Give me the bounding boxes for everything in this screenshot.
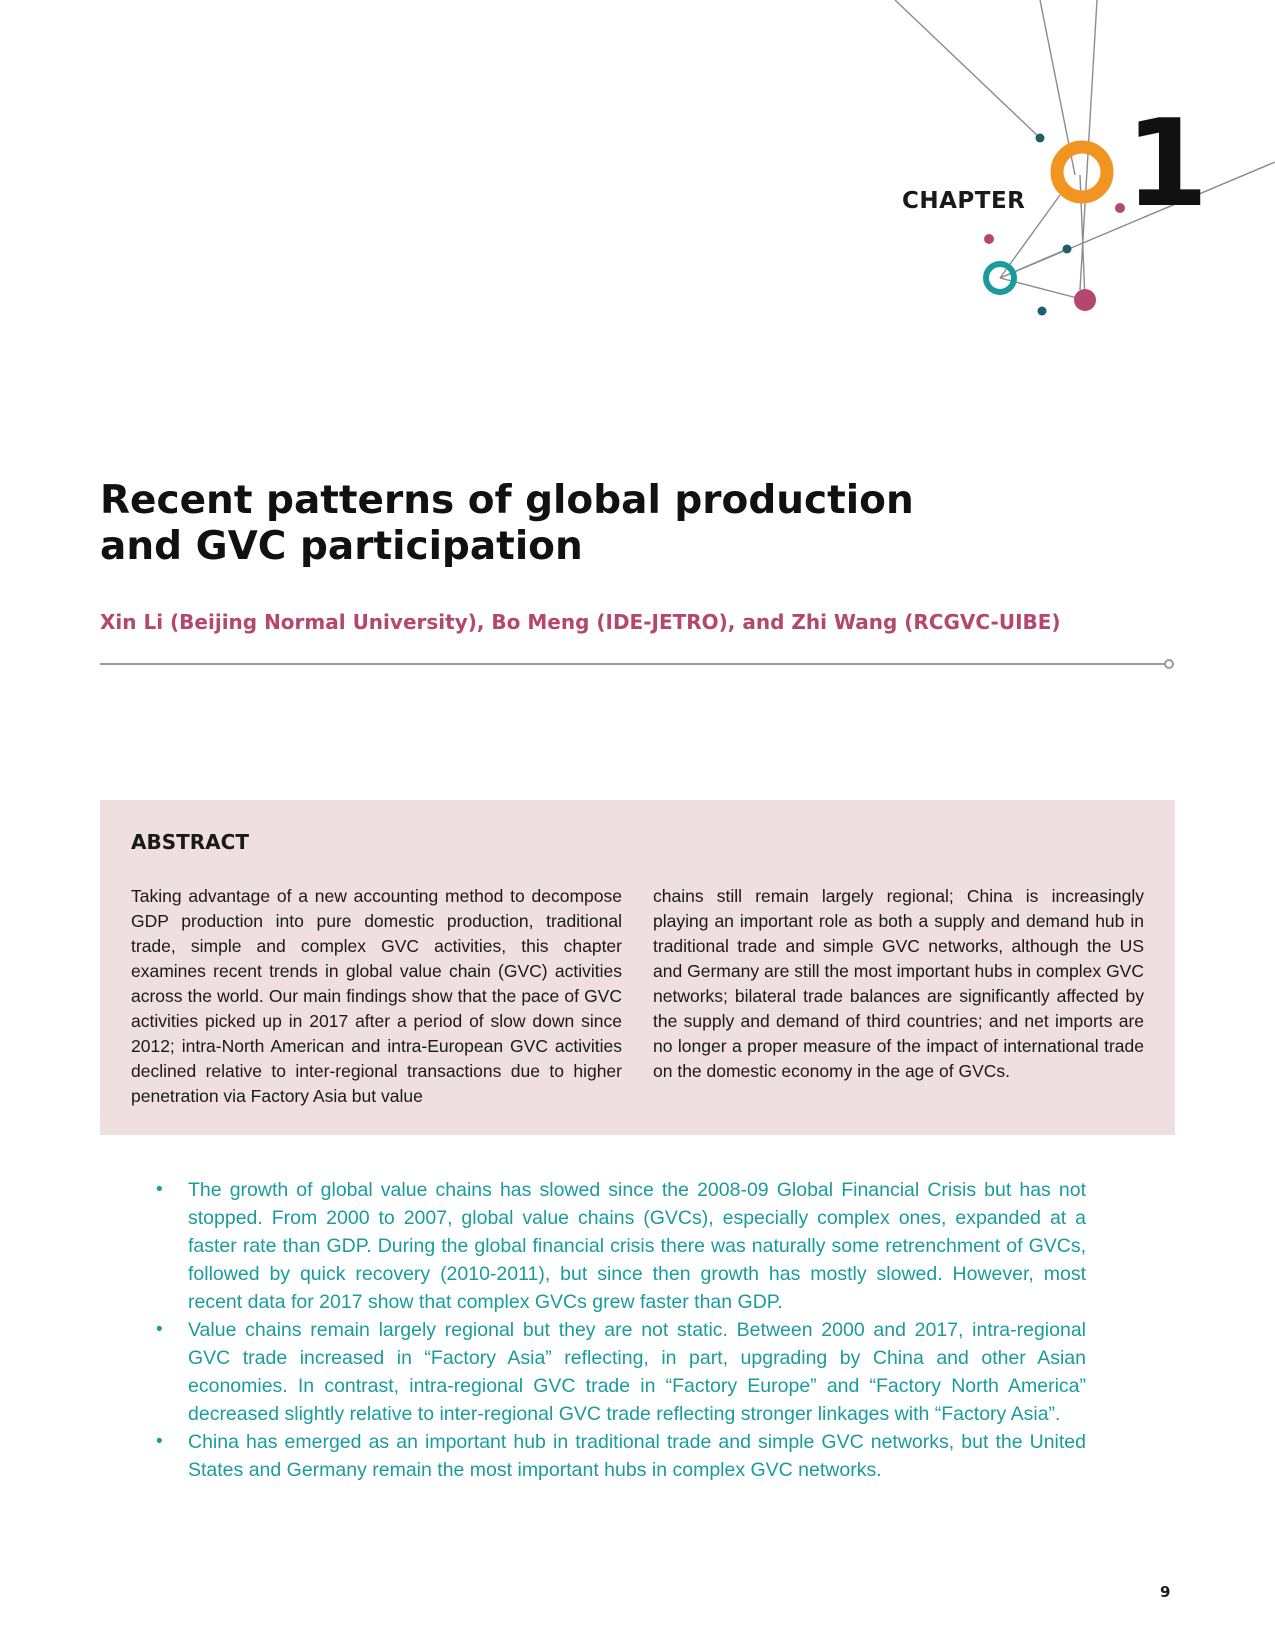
key-finding-text: The growth of global value chains has slowed since the 2008-09 Global Financial Crisis but has not stopped. From 2000 to 2007, global value chains (GVCs), especially complex ones, expanded at a faster rate than GDP. During the global financial crisis there was naturally some retrenchment of GVCs, followed by quick recovery (2010-2011), but since then growth has mostly slowed. However, most recent data for 2017 show that complex GVCs grew faster than GDP. <box>188 1179 1086 1313</box>
chapter-title-line: Recent patterns of global production <box>100 478 914 523</box>
key-finding-item <box>150 1428 1086 1484</box>
node-dot <box>984 234 994 244</box>
divider-rule <box>100 663 1166 665</box>
key-finding-item <box>150 1176 1086 1316</box>
bullet-icon: • <box>156 1431 163 1452</box>
abstract-box <box>100 800 1175 1135</box>
chapter-label: CHAPTER <box>902 188 1026 214</box>
node-dot <box>1074 289 1096 311</box>
abstract-column-2: chains still remain largely regional; China is increasingly playing an important role as both a supply and demand hub in traditional trade and simple GVC networks, although the US and Germany are still the most important hubs in complex GVC networks; bilateral trade balances are significantly affected by the supply and demand of third countries; and net imports are no longer a proper measure of the impact of international trade on the domestic economy in the age of GVCs. <box>653 886 1144 1081</box>
abstract-columns <box>131 884 1144 1109</box>
divider-end-circle <box>1164 659 1174 669</box>
node-dot <box>1115 203 1125 213</box>
chapter-title-line: and GVC participation <box>100 524 583 569</box>
key-finding-text: China has emerged as an important hub in traditional trade and simple GVC networks, but the United States and Germany remain the most important hubs in complex GVC networks. <box>188 1431 1086 1481</box>
node-ring-orange <box>1057 147 1107 197</box>
authors: Xin Li (Beijing Normal University), Bo Meng (IDE-JETRO), and Zhi Wang (RCGVC-UIBE) <box>100 610 1061 634</box>
chapter-number: 1 <box>1125 95 1209 234</box>
key-finding-text: Value chains remain largely regional but they are not static. Between 2000 and 2017, intra-regional GVC trade increased in “Factory Asia” reflecting, in part, upgrading by China and other Asian economies. In contrast, intra-regional GVC trade in “Factory Europe” and “Factory North America” decreased slightly relative to inter-regional GVC trade reflecting stronger linkages with “Factory Asia”. <box>188 1319 1086 1425</box>
node-dot <box>1038 307 1047 316</box>
key-findings-list <box>150 1176 1086 1484</box>
page-number: 9 <box>1160 1583 1171 1601</box>
node-dot <box>1063 245 1072 254</box>
bullet-icon: • <box>156 1179 163 1200</box>
key-finding-item <box>150 1316 1086 1428</box>
node-ring-teal <box>986 264 1014 292</box>
node-dot <box>1036 134 1045 143</box>
chapter-title <box>100 478 1000 570</box>
bullet-icon: • <box>156 1319 163 1340</box>
abstract-heading: ABSTRACT <box>131 830 249 854</box>
abstract-column-1: Taking advantage of a new accounting method to decompose GDP production into pure domestic production, traditional trade, simple and complex GVC activities, this chapter examines recent trends in global value chain (GVC) activities across the world. Our main findings show that the pace of GVC activities picked up in 2017 after a period of slow down since 2012; intra-North American and intra-European GVC activities declined relative to inter-regional transactions due to higher penetration via Factory Asia but value <box>131 886 622 1106</box>
